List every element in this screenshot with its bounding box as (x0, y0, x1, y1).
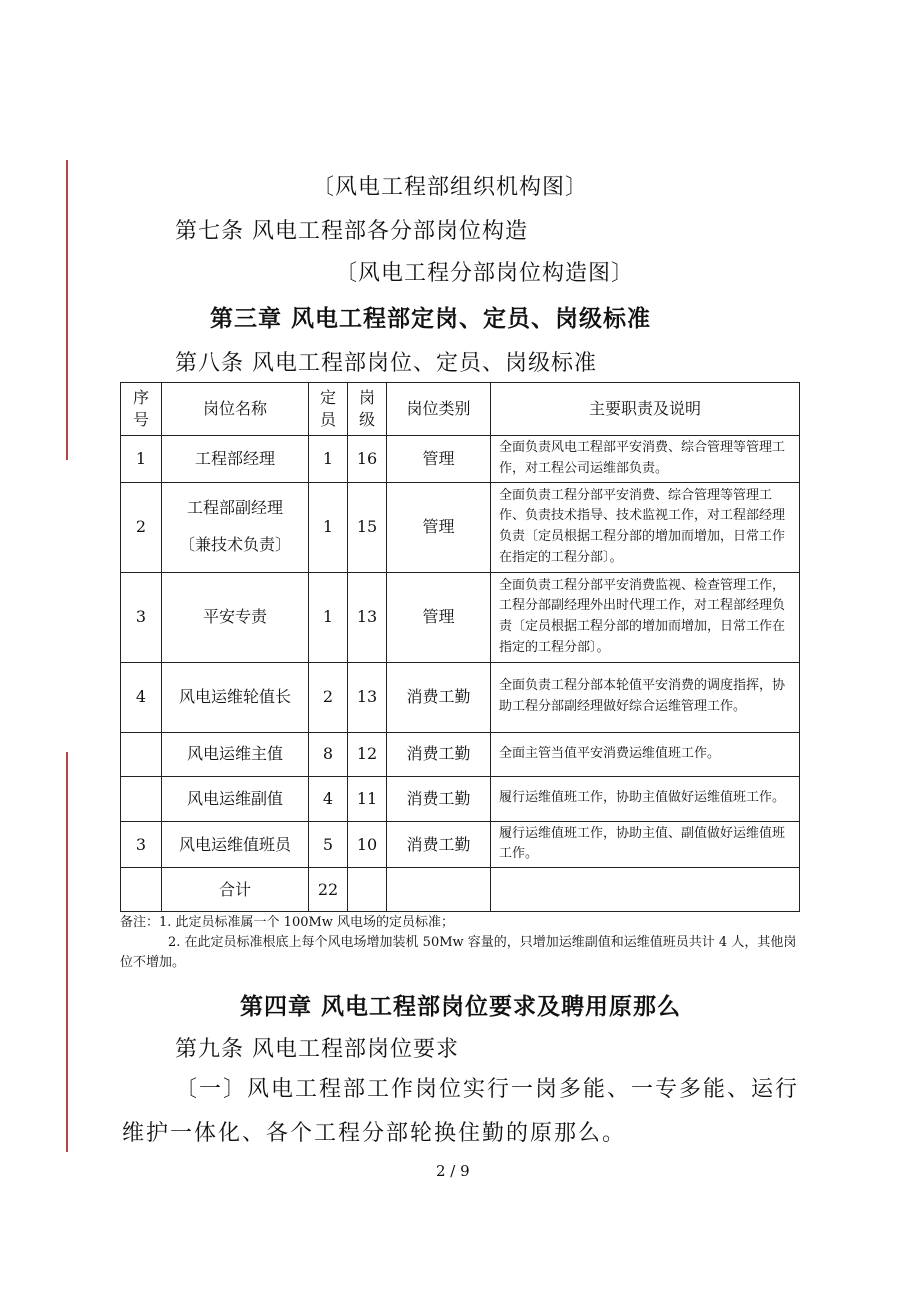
row-name (162, 482, 309, 572)
table-total-row (121, 868, 800, 912)
row-name: 风电运维轮值长 (162, 662, 309, 732)
header-grade: 岗级 (348, 383, 387, 436)
row-name: 风电运维值班员 (162, 821, 309, 868)
row-grade: 10 (348, 821, 387, 868)
row-name: 风电运维副值 (162, 776, 309, 821)
row-duties: 全面负责风电工程部平安消费、综合管理等管理工作，对工程公司运维部负责。 (491, 436, 800, 483)
table-header-row (121, 383, 800, 436)
row-name: 风电运维主值 (162, 732, 309, 776)
header-seq: 序号 (121, 383, 162, 436)
row-seq: 3 (121, 821, 162, 868)
table-notes (120, 913, 806, 973)
row-grade: 12 (348, 732, 387, 776)
note-1: 备注：1. 此定员标准属一个 100Mw 风电场的定员标准； (120, 915, 455, 930)
chapter-4-heading: 第四章 风电工程部岗位要求及聘用原那么 (240, 993, 682, 1020)
row-duties: 履行运维值班工作，协助主值做好运维值班工作。 (491, 776, 800, 821)
row-quota: 1 (309, 572, 348, 662)
total-grade (348, 868, 387, 912)
article-7: 第七条 风电工程部各分部岗位构造 (175, 219, 528, 244)
table-row (121, 662, 800, 732)
row-grade: 15 (348, 482, 387, 572)
total-quota: 22 (309, 868, 348, 912)
header-category: 岗位类别 (387, 383, 491, 436)
row-category: 消费工勤 (387, 732, 491, 776)
caption-org-chart: 〔风电工程部组织机构图〕 (312, 175, 589, 200)
table-row (121, 821, 800, 868)
header-duties: 主要职责及说明 (491, 383, 800, 436)
total-seq (121, 868, 162, 912)
row-quota: 5 (309, 821, 348, 868)
row-category: 管理 (387, 482, 491, 572)
row-name: 工程部经理 (162, 436, 309, 483)
row-grade: 16 (348, 436, 387, 483)
row-seq: 4 (121, 662, 162, 732)
chapter-3-heading: 第三章 风电工程部定岗、定员、岗级标准 (210, 305, 652, 332)
table-row (121, 572, 800, 662)
note-2: 2. 在此定员标准根底上每个风电场增加装机 50Mw 容量的，只增加运维副值和运维值班员共计 4 人，其他岗位不增加。 (120, 935, 797, 971)
row-name: 平安专责 (162, 572, 309, 662)
row-quota: 2 (309, 662, 348, 732)
row-category: 消费工勤 (387, 821, 491, 868)
paragraph-1-line-2: 维护一体化、各个工程分部轮换住勤的原那么。 (122, 1121, 627, 1146)
row-quota: 1 (309, 482, 348, 572)
row-quota: 1 (309, 436, 348, 483)
row-seq (121, 776, 162, 821)
article-9: 第九条 风电工程部岗位要求 (175, 1037, 459, 1062)
row-name-line2: 〔兼技术负责〕 (178, 535, 291, 555)
caption-post-chart: 〔风电工程分部岗位构造图〕 (335, 261, 635, 286)
row-grade: 11 (348, 776, 387, 821)
total-duties (491, 868, 800, 912)
row-category: 管理 (387, 436, 491, 483)
row-duties: 履行运维值班工作，协助主值、副值做好运维值班工作。 (491, 821, 800, 868)
row-name-line1: 工程部副经理 (186, 498, 283, 518)
table-row (121, 776, 800, 821)
row-grade: 13 (348, 572, 387, 662)
article-8: 第八条 风电工程部岗位、定员、岗级标准 (175, 351, 597, 376)
row-grade: 13 (348, 662, 387, 732)
row-seq: 1 (121, 436, 162, 483)
header-quota: 定员 (309, 383, 348, 436)
row-duties: 全面负责工程分部平安消费监视、检查管理工作，工程分部副经理外出时代理工作，对工程部经理负责〔定员根据工程分部的增加而增加，日常工作在指定的工程分部〕。 (491, 572, 800, 662)
paragraph-1-line-1: 〔一〕风电工程部工作岗位实行一岗多能、一专多能、运行 (175, 1077, 800, 1102)
row-duties: 全面负责工程分部平安消费、综合管理等管理工作、负责技术指导、技术监视工作，对工程部经理负责〔定员根据工程分部的增加而增加，日常工作在指定的工程分部〕。 (491, 482, 800, 572)
margin-line-lower (66, 752, 68, 1152)
row-category: 管理 (387, 572, 491, 662)
row-seq: 3 (121, 572, 162, 662)
table-row (121, 482, 800, 572)
page-number: 2 / 9 (436, 1162, 470, 1180)
row-duties: 全面主管当值平安消费运维值班工作。 (491, 732, 800, 776)
margin-line-upper (66, 160, 68, 460)
post-standard-table (120, 382, 800, 912)
row-quota: 4 (309, 776, 348, 821)
table-row (121, 436, 800, 483)
total-category (387, 868, 491, 912)
total-label: 合计 (162, 868, 309, 912)
row-quota: 8 (309, 732, 348, 776)
row-category: 消费工勤 (387, 776, 491, 821)
table-row (121, 732, 800, 776)
row-seq (121, 732, 162, 776)
header-name: 岗位名称 (162, 383, 309, 436)
row-category: 消费工勤 (387, 662, 491, 732)
row-duties: 全面负责工程分部本轮值平安消费的调度指挥，协助工程分部副经理做好综合运维管理工作。 (491, 662, 800, 732)
row-seq: 2 (121, 482, 162, 572)
